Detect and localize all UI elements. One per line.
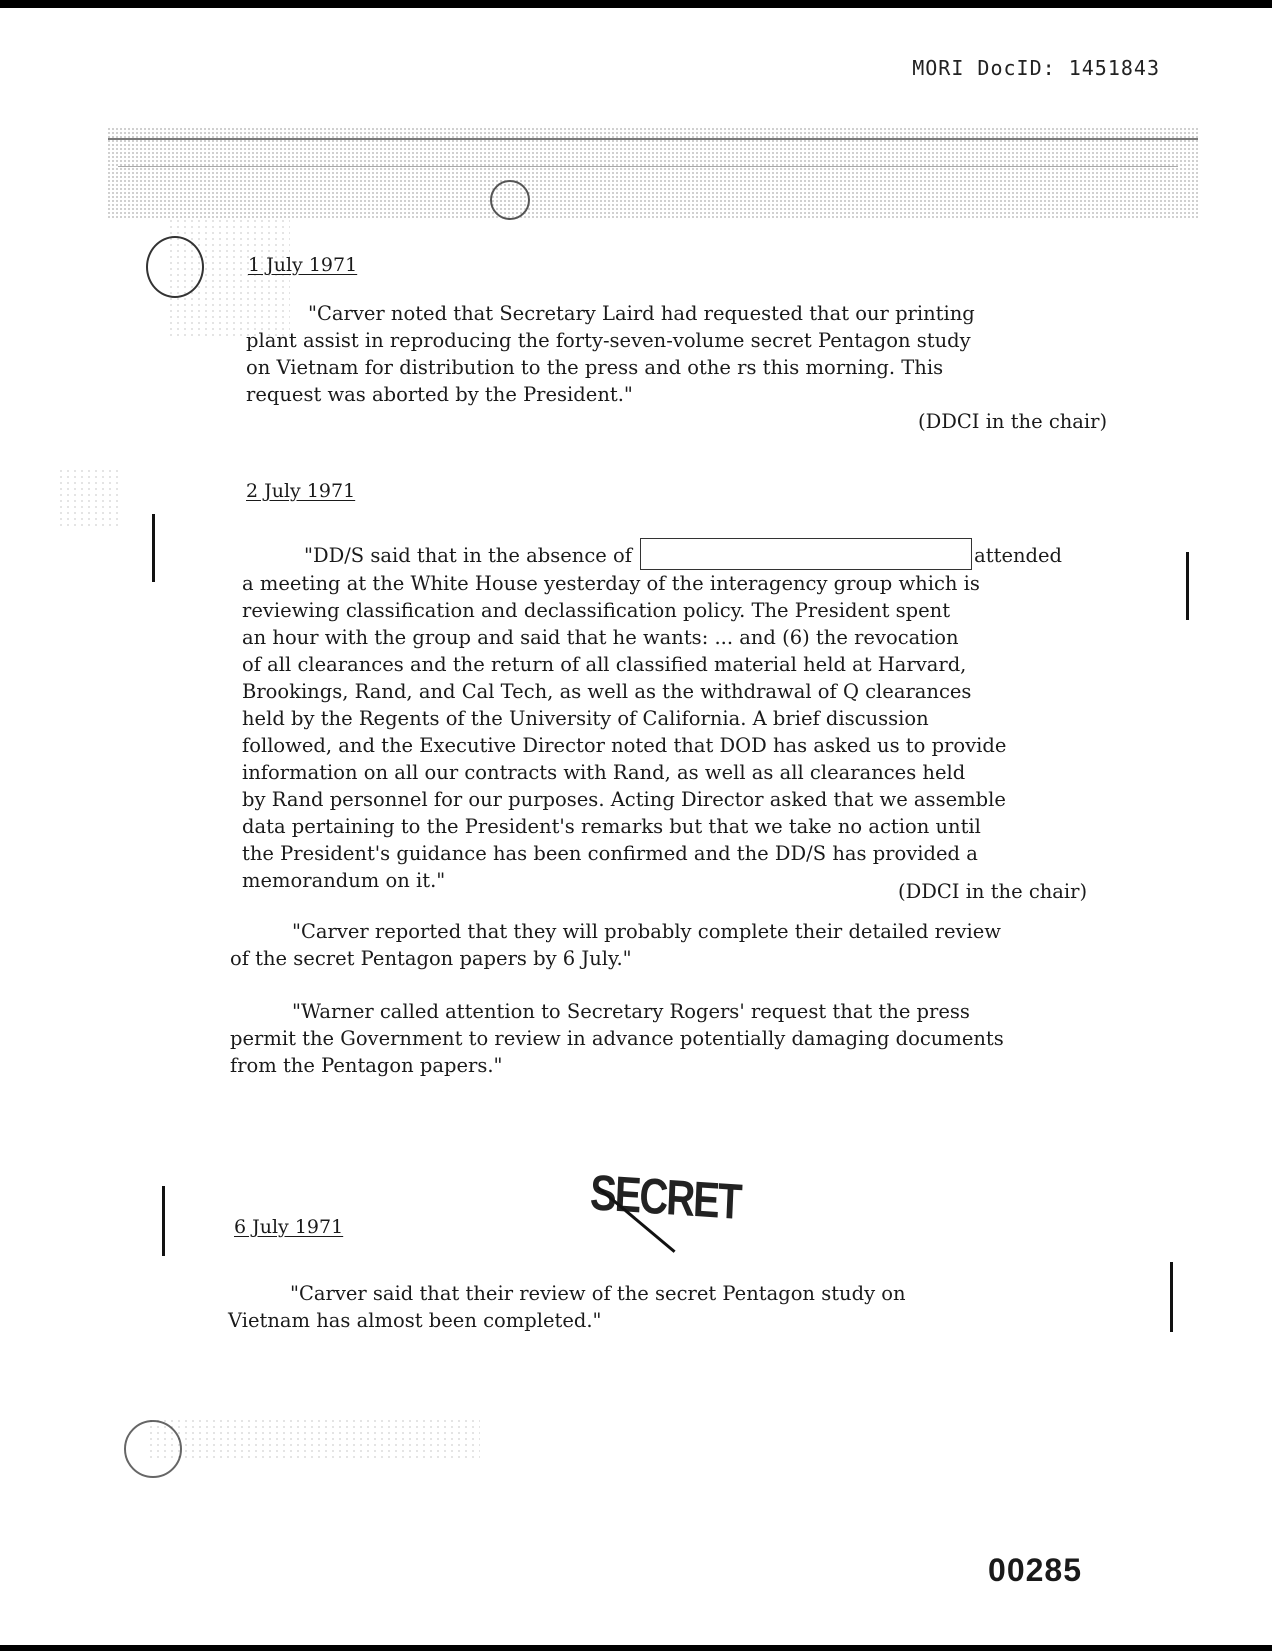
paragraph-line: followed, and the Executive Director noted that DOD has asked us to provide	[242, 734, 1007, 757]
paragraph-line: "DD/S said that in the absence of	[304, 544, 632, 567]
paragraph-line: "Carver reported that they will probably complete their detailed review	[292, 920, 1001, 943]
header-rule	[108, 138, 1198, 140]
secret-stamp: SECRET	[588, 1165, 742, 1231]
entry-paragraph	[230, 998, 1190, 1079]
margin-mark	[152, 514, 155, 582]
scan-bottom-edge	[0, 1645, 1272, 1651]
chair-note: (DDCI in the chair)	[898, 880, 1088, 903]
paragraph-line: of all clearances and the return of all classified material held at Harvard,	[242, 653, 967, 676]
paragraph-line: "Warner called attention to Secretary Rogers' request that the press	[292, 1000, 970, 1023]
paragraph-line: of the secret Pentagon papers by 6 July."	[230, 947, 632, 970]
entry-date: 1 July 1971	[248, 254, 358, 276]
paragraph-line: an hour with the group and said that he wants: ... and (6) the revocation	[242, 626, 959, 649]
entry-date: 6 July 1971	[234, 1216, 344, 1238]
paragraph-line: request was aborted by the President."	[246, 383, 633, 406]
paragraph-line: held by the Regents of the University of California. A brief discussion	[242, 707, 929, 730]
paragraph-line: memorandum on it."	[242, 869, 446, 892]
entry-date: 2 July 1971	[246, 480, 356, 502]
entry-paragraph	[246, 300, 1146, 408]
margin-mark	[1186, 552, 1189, 620]
scan-noise	[60, 470, 120, 530]
entry-paragraph	[228, 1280, 1128, 1334]
redacted-header-band	[108, 128, 1198, 218]
paragraph-line: the President's guidance has been confirmed and the DD/S has provided a	[242, 842, 978, 865]
paragraph-line: permit the Government to review in advance potentially damaging documents	[230, 1027, 1004, 1050]
paragraph-line: data pertaining to the President's remarks but that we take no action until	[242, 815, 981, 838]
paragraph-line: information on all our contracts with Rand, as well as all clearances held	[242, 761, 966, 784]
paragraph-line: a meeting at the White House yesterday of the interagency group which is	[242, 572, 980, 595]
header-rule-secondary	[118, 166, 1178, 167]
doc-id: MORI DocID: 1451843	[912, 56, 1160, 80]
paragraph-line: "Carver noted that Secretary Laird had requested that our printing	[308, 302, 975, 325]
paragraph-line: reviewing classification and declassification policy. The President spent	[242, 599, 951, 622]
scan-noise	[150, 1420, 480, 1460]
paragraph-line: attended	[974, 544, 1063, 567]
punch-hole-mark	[490, 180, 530, 220]
paragraph-line: Brookings, Rand, and Cal Tech, as well as the withdrawal of Q clearances	[242, 680, 972, 703]
redaction-box	[640, 538, 972, 570]
entry-paragraph	[230, 918, 1190, 972]
paragraph-line: by Rand personnel for our purposes. Acting Director asked that we assemble	[242, 788, 1006, 811]
paragraph-line: Vietnam has almost been completed."	[228, 1309, 602, 1332]
entry-paragraph	[242, 538, 1182, 894]
page-number: 00285	[988, 1552, 1082, 1588]
paragraph-line: on Vietnam for distribution to the press and othe rs this morning. This	[246, 356, 944, 379]
paragraph-line: "Carver said that their review of the secret Pentagon study on	[290, 1282, 906, 1305]
margin-mark	[1170, 1262, 1173, 1332]
paragraph-line: plant assist in reproducing the forty-seven-volume secret Pentagon study	[246, 329, 971, 352]
scan-top-edge	[0, 0, 1272, 8]
paragraph-line: from the Pentagon papers."	[230, 1054, 503, 1077]
chair-note: (DDCI in the chair)	[918, 410, 1108, 433]
margin-mark	[162, 1186, 165, 1256]
